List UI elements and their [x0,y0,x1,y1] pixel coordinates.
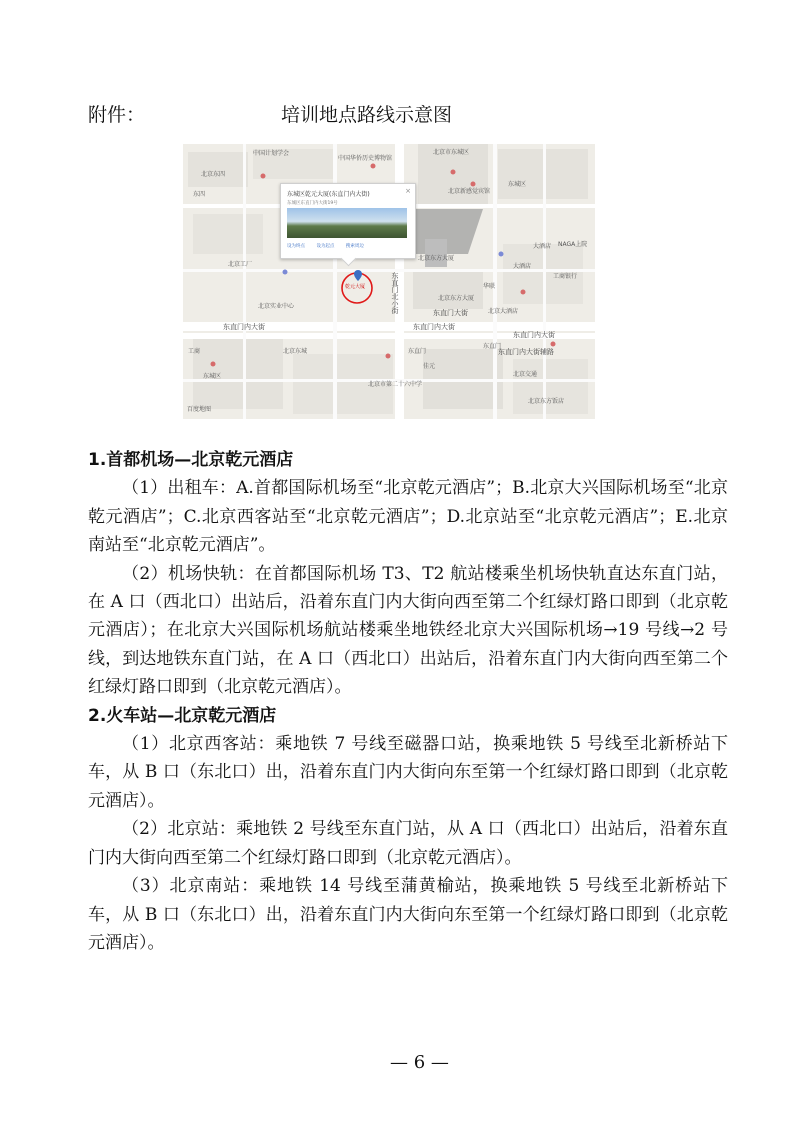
map-poi-label: 北京东方大厦 [438,295,475,302]
road-label: 东直门内大街 [413,323,455,331]
location-popup [280,183,416,259]
close-icon[interactable]: × [405,187,411,195]
map-poi-label: 东直门 [408,348,427,355]
map-poi-label: 中国华侨历史博物馆 [338,155,393,162]
map-poi-label: 北京新感觉宾馆 [448,188,491,195]
popup-title: 东城区乾元大厦(东直门内大街) [287,191,370,198]
map-poi-label: 佳元 [423,363,436,370]
page-title: 培训地点路线示意图 [281,104,453,126]
map-poi-label: 北京市第二十六中学 [368,381,423,388]
road-label: 东直门内大街 [513,331,555,339]
map-poi-label: 北京东四 [201,171,226,178]
map-poi-label: 华联 [483,283,496,290]
paragraph: （1）出租车：A.首都国际机场至“北京乾元酒店”；B.北京大兴国际机场至“北京乾元酒店”；C.北京西客站至“北京乾元酒店”；D.北京站至“北京乾元酒店”；E.北京南站至“北京乾元酒店”。 [88,478,728,556]
paragraph: （1）北京西客站：乘地铁 7 号线至磁器口站，换乘地铁 5 号线至北新桥站下车，从 B 口（东北口）出，沿着东直门内大街向东至第一个红绿灯路口即到（北京乾元酒店）。 [88,734,728,811]
route-map [183,144,595,419]
map-poi-label: 北京东城 [283,348,308,355]
map-poi-label: 大酒店 [513,263,532,270]
road-label: 东直门内大街辅路 [498,348,554,356]
hotel-marker-label: 乾元大厦 [345,284,366,290]
map-poi-label: 中国计划学会 [253,150,290,157]
map-poi-label: 东城区 [203,373,222,380]
popup-address: 东城区东直门内大街19号 [287,201,338,206]
section-heading: 2.火车站—北京乾元酒店 [88,705,277,726]
paragraph: （3）北京南站：乘地铁 14 号线至蒲黄榆站，换乘地铁 5 号线至北新桥站下车，从 B 口（东北口）出，沿着东直门内大街向东至第一个红绿灯路口即到（北京乾元酒店）。 [88,876,728,953]
map-poi-label: 北京东方大厦 [418,255,455,262]
map-poi-label: 东城区 [508,181,527,188]
paragraph: （2）北京站：乘地铁 2 号线至东直门站，从 A 口（西北口）出站后，沿着东直门内大街向西至第二个红绿灯路口即到（北京乾元酒店）。 [88,819,728,868]
map-poi-label: 东四 [193,191,206,198]
road-label: 东直门内大街 [223,323,265,331]
page-header [88,100,728,134]
road-label: 东直门大街 [433,309,468,317]
map-poi-label: 东直门 [483,343,502,350]
route-instructions [88,446,728,957]
map-poi-label: 大酒店 [533,243,552,250]
map-poi-label: 工商 [188,348,201,355]
map-poi-label: 北京实业中心 [258,303,295,310]
map-poi-label: 北京市东城区 [433,149,470,156]
attachment-label: 附件： [88,104,146,126]
set-destination-link[interactable]: 设为终点 [287,244,305,249]
map-poi-label: 北京大酒店 [488,308,519,315]
street-photo [287,208,407,238]
map-poi-label: 工商银行 [553,273,578,280]
search-nearby-link[interactable]: 搜索周边 [345,244,364,249]
popup-actions [287,243,411,249]
map-poi-label: NAGA上院 [558,241,588,248]
set-origin-link[interactable]: 设为起点 [316,244,335,249]
page-number: — 6 — [390,1052,449,1073]
map-poi-label: 北京交通 [513,371,538,378]
map-watermark: 百度地图 [187,406,212,413]
map-poi-label: 北京东方饭店 [528,398,565,405]
road-label: 东直门北小街 [391,272,399,314]
section-heading: 1.首都机场—北京乾元酒店 [88,450,294,470]
paragraph: （2）机场快轨：在首都国际机场 T3、T2 航站楼乘坐机场快轨直达东直门站，在 A 口（西北口）出站后，沿着东直门内大街向西至第二个红绿灯路口即到（北京乾元酒店）；在北京大兴国际机场航站楼乘坐地铁经北京大兴国际机场→19 号线→2 号线，到达地铁东直门站，在 A 口（西北口）出站后，沿着东直门内大街向西至第二个红绿灯路口即到（北京乾元酒店）。 [88,563,728,698]
map-poi-label: 北京工厂 [228,261,253,268]
